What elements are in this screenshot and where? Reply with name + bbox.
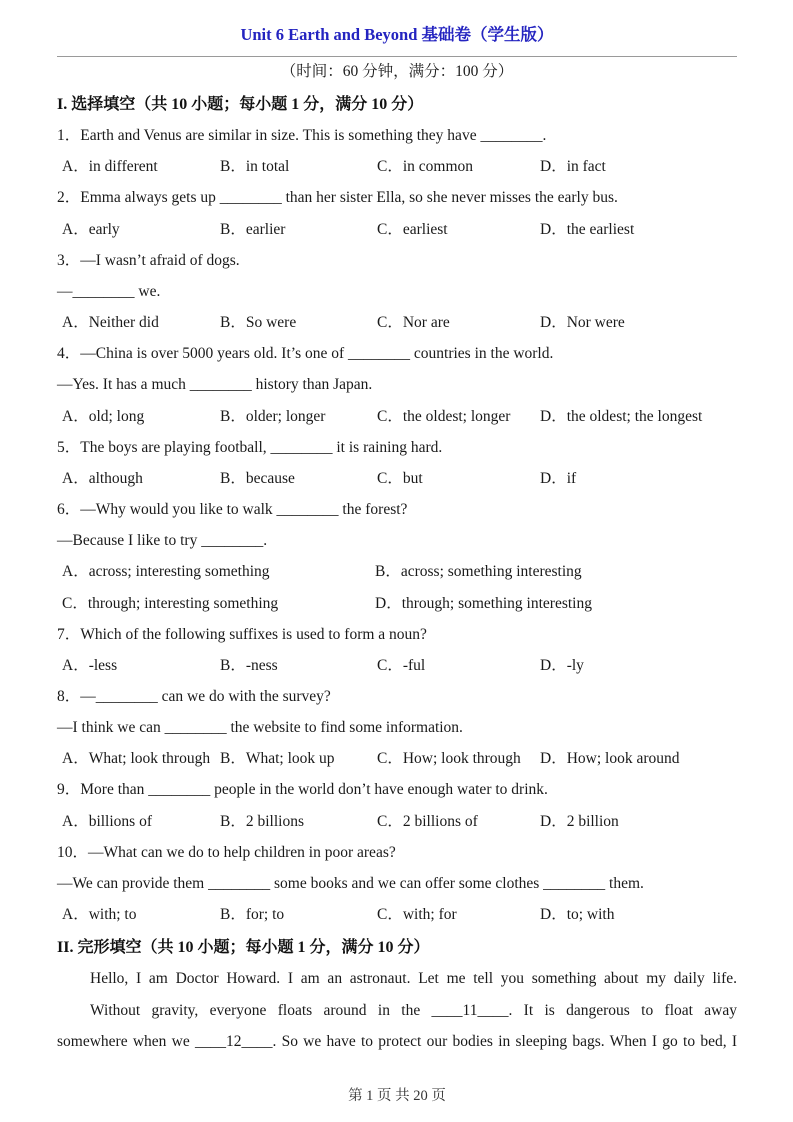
cloze-paragraph-2-line-2: somewhere when we ____12____. So we have to protect our bodies in sleeping bags. When I go to bed, I: [57, 1032, 737, 1050]
option-c: C．earliest: [377, 220, 448, 238]
option-a: A．What; look through: [62, 750, 211, 768]
option-d: D．Nor were: [540, 314, 625, 332]
option-a: A．early: [62, 220, 120, 238]
question-7-options: [57, 650, 737, 681]
option-c: C．but: [377, 469, 423, 487]
question-6-reply: —Because I like to try ________.: [57, 532, 268, 550]
option-b: B．So were: [220, 314, 297, 332]
option-c: C．Nor are: [377, 314, 450, 332]
option-c: C．the oldest; longer: [377, 407, 511, 425]
question-4: [57, 338, 737, 431]
question-6-options-row-1: [57, 556, 737, 587]
question-8-reply: —I think we can ________ the website to find some information.: [57, 719, 463, 737]
question-10-reply: —We can provide them ________ some books and we can offer some clothes ________ them.: [57, 874, 644, 892]
option-c: C．-ful: [377, 656, 426, 674]
question-1: [57, 120, 737, 182]
option-a: A．with; to: [62, 906, 137, 924]
option-c: C．in common: [377, 158, 474, 176]
option-d: D．through; something interesting: [375, 594, 592, 612]
cloze-paragraph-1: Hello, I am Doctor Howard. I am an astronaut. Let me tell you something about my daily life.: [90, 970, 737, 988]
question-9: [57, 774, 737, 836]
option-a: A．Neither did: [62, 314, 159, 332]
question-4-options: [57, 401, 737, 432]
question-9-options: [57, 806, 737, 837]
question-2: [57, 182, 737, 244]
question-3-text: 3．—I wasn’t afraid of dogs.: [57, 251, 240, 269]
question-6-options-row-2: [57, 588, 737, 619]
question-9-text: 9．More than ________ people in the world don’t have enough water to drink.: [57, 781, 548, 799]
question-2-text: 2．Emma always gets up ________ than her sister Ella, so she never misses the early bus.: [57, 189, 618, 207]
option-a: A．although: [62, 469, 143, 487]
question-4-reply: —Yes. It has a much ________ history than Japan.: [57, 376, 373, 394]
page-number: 第 1 页 共 20 页: [348, 1087, 446, 1104]
option-d: D．if: [540, 469, 577, 487]
option-a: A．in different: [62, 158, 158, 176]
option-c: C．How; look through: [377, 750, 521, 768]
question-5-text: 5．The boys are playing football, ________ it is raining hard.: [57, 438, 443, 456]
exam-meta: （时间：60 分钟，满分：100 分）: [280, 63, 514, 80]
question-1-options: [57, 151, 737, 182]
option-a: A．old; long: [62, 407, 145, 425]
option-c: C．with; for: [377, 906, 457, 924]
question-6-text: 6．—Why would you like to walk ________ the forest?: [57, 501, 408, 519]
option-d: D．the earliest: [540, 220, 635, 238]
question-7-text: 7．Which of the following suffixes is used to form a noun?: [57, 625, 427, 643]
question-3-reply: —________ we.: [57, 282, 161, 300]
cloze-paragraph-2-line-1: Without gravity, everyone floats around in the ____11____. It is dangerous to float away: [90, 1001, 737, 1019]
option-c: C．through; interesting something: [62, 594, 279, 612]
question-3: [57, 245, 737, 338]
option-b: B．older; longer: [220, 407, 326, 425]
question-4-text: 4．—China is over 5000 years old. It’s one of ________ countries in the world.: [57, 345, 554, 363]
section-1-heading: I. 选择填空（共 10 小题；每小题 1 分，满分 10 分）: [57, 96, 424, 113]
section-2-heading: II. 完形填空（共 10 小题；每小题 1 分，满分 10 分）: [57, 939, 430, 957]
question-10-options: [57, 899, 737, 930]
option-b: B．because: [220, 469, 295, 487]
option-b: B．What; look up: [220, 750, 335, 768]
option-d: D．How; look around: [540, 750, 680, 768]
option-b: B．2 billions: [220, 812, 304, 830]
option-d: D．to; with: [540, 906, 615, 924]
option-b: B．-ness: [220, 656, 278, 674]
option-d: D．in fact: [540, 158, 606, 176]
question-8-options: [57, 743, 737, 774]
option-b: B．across; something interesting: [375, 563, 582, 581]
question-10: [57, 837, 737, 930]
question-1-text: 1．Earth and Venus are similar in size. This is something they have ________.: [57, 127, 547, 145]
option-d: D．2 billion: [540, 812, 619, 830]
option-d: D．the oldest; the longest: [540, 407, 703, 425]
question-6: [57, 494, 737, 619]
question-5-options: [57, 463, 737, 494]
option-b: B．earlier: [220, 220, 286, 238]
question-8: [57, 681, 737, 774]
page-title: Unit 6 Earth and Beyond 基础卷（学生版）: [240, 25, 554, 44]
option-a: A．billions of: [62, 812, 152, 830]
question-10-text: 10．—What can we do to help children in poor areas?: [57, 843, 396, 861]
option-a: A．across; interesting something: [62, 563, 270, 581]
option-b: B．for; to: [220, 906, 285, 924]
question-8-text: 8．—________ can we do with the survey?: [57, 687, 331, 705]
option-b: B．in total: [220, 158, 290, 176]
question-3-options: [57, 307, 737, 338]
question-5: [57, 432, 737, 494]
question-2-options: [57, 214, 737, 245]
option-a: A．-less: [62, 656, 118, 674]
question-7: [57, 619, 737, 681]
option-c: C．2 billions of: [377, 812, 478, 830]
option-d: D．-ly: [540, 656, 584, 674]
